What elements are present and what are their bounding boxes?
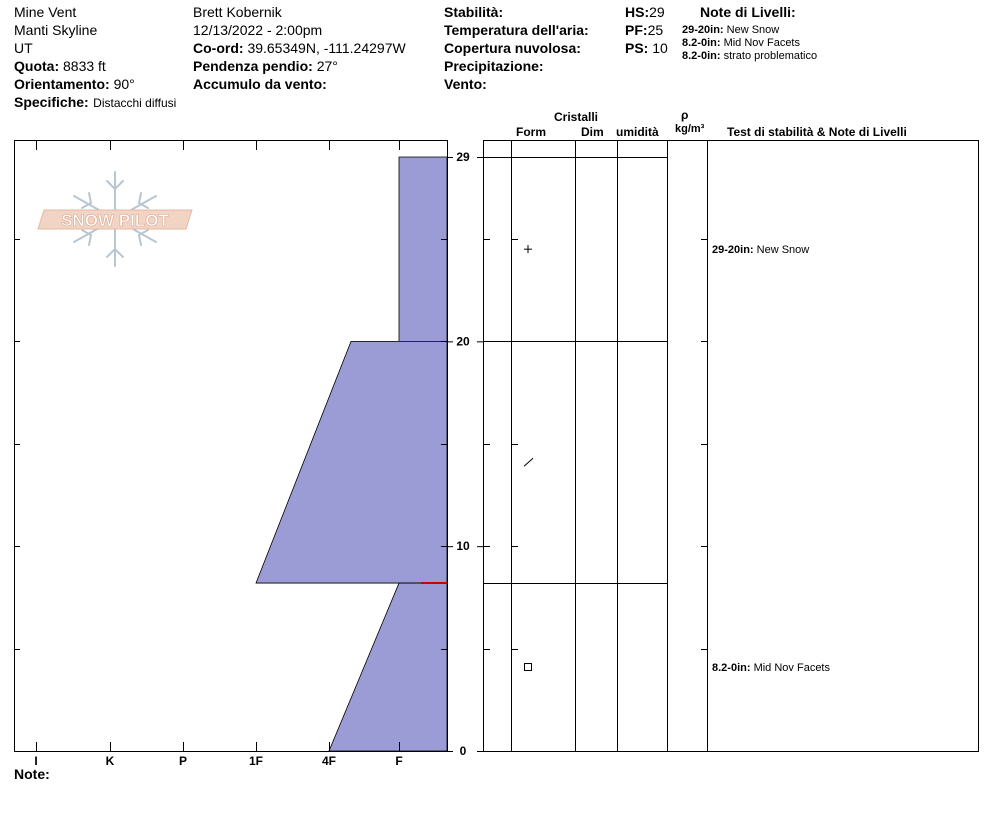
aspect-value: 90° <box>113 76 135 92</box>
elevation-value: 8833 ft <box>63 58 106 74</box>
hardness-layer <box>256 341 447 583</box>
layer-note-range: 29-20in: <box>682 24 724 36</box>
logo-text: SNOW PILOT <box>61 211 169 230</box>
ps-label: PS: <box>625 40 649 56</box>
stability-notes-header: Test di stabilità & Note di Livelli <box>727 125 907 139</box>
precipitation-label: Precipitazione: <box>444 58 544 74</box>
depth-label: 10 <box>456 539 470 554</box>
hardness-profile <box>256 157 447 751</box>
table-column-dividers <box>512 140 708 751</box>
slope-label: Pendenza pendio: <box>193 58 313 74</box>
coord-label: Co-ord: <box>193 40 244 56</box>
layer-note-text: Mid Nov Facets <box>753 662 830 675</box>
layer-notes-title: Note di Livelli: <box>700 4 796 20</box>
depth-label: 0 <box>459 744 467 758</box>
elevation-label: Quota: <box>14 58 60 74</box>
layer-note-range: 29-20in: <box>712 244 757 257</box>
layer-note-text: New Snow <box>756 244 810 257</box>
layer-note <box>712 662 830 674</box>
notes-label: Note: <box>14 766 50 782</box>
pf-value: 25 <box>647 22 664 38</box>
observation-datetime: 12/13/2022 - 2:00pm <box>193 22 323 38</box>
hardness-layer <box>329 583 447 751</box>
hardness-axis <box>34 754 402 768</box>
range-name: Manti Skyline <box>14 22 98 38</box>
hardness-label: P <box>178 754 188 768</box>
layer-note-range: 8.2-0in: <box>712 662 754 675</box>
cloud-cover-label: Copertura nuvolosa: <box>444 40 581 56</box>
layer-note-range: 8.2-0in: <box>682 50 721 62</box>
location-name: Mine Vent <box>14 4 77 20</box>
wind-label: Vento: <box>444 76 487 92</box>
slope-value: 27° <box>316 58 338 74</box>
layer-note-range: 8.2-0in: <box>682 37 721 49</box>
crystals-header: Cristalli <box>554 110 599 124</box>
decomposing-fragment-icon <box>524 458 533 466</box>
depth-axis <box>447 150 484 758</box>
density-header-unit: kg/m³ <box>675 123 705 135</box>
specifics-label: Specifiche: <box>14 94 89 110</box>
density-header-symbol: ρ <box>681 108 689 122</box>
layer-note-text: strato problematico <box>723 50 818 62</box>
depth-label: 20 <box>456 334 470 349</box>
hardness-label: 4F <box>321 754 337 768</box>
stability-label: Stabilità: <box>444 4 504 20</box>
ps-value: 10 <box>652 40 668 56</box>
snowpilot-logo <box>38 210 192 230</box>
specifics-value: Distacchi diffusi <box>93 96 177 110</box>
hardness-label: F <box>395 754 403 768</box>
state-name: UT <box>14 40 33 56</box>
aspect-label: Orientamento: <box>14 76 110 92</box>
hs-value: 29 <box>649 4 665 20</box>
air-temp-label: Temperatura dell'aria: <box>444 22 589 38</box>
form-header: Form <box>516 125 546 139</box>
hardness-label: I <box>34 754 38 768</box>
hardness-label: K <box>105 754 115 768</box>
hardness-layer <box>399 157 447 341</box>
moisture-header: umidità <box>616 125 659 139</box>
dim-header: Dim <box>581 125 604 139</box>
observer-name: Brett Kobernik <box>193 4 282 20</box>
wind-loading-label: Accumulo da vento: <box>193 76 327 92</box>
faceted-crystal-icon <box>525 664 532 671</box>
coord-value: 39.65349N, -111.24297W <box>247 40 406 56</box>
crystal-table-frame <box>484 141 979 752</box>
pf-label: PF: <box>625 22 648 38</box>
table-depth-ticks <box>484 240 707 650</box>
hardness-label: 1F <box>248 754 264 768</box>
layer-note <box>712 244 809 256</box>
layer-note-text: New Snow <box>726 24 780 36</box>
layer-note-text: Mid Nov Facets <box>723 37 800 49</box>
depth-label: 29 <box>456 150 470 164</box>
table-layers <box>484 158 830 675</box>
hs-label: HS: <box>625 4 650 20</box>
